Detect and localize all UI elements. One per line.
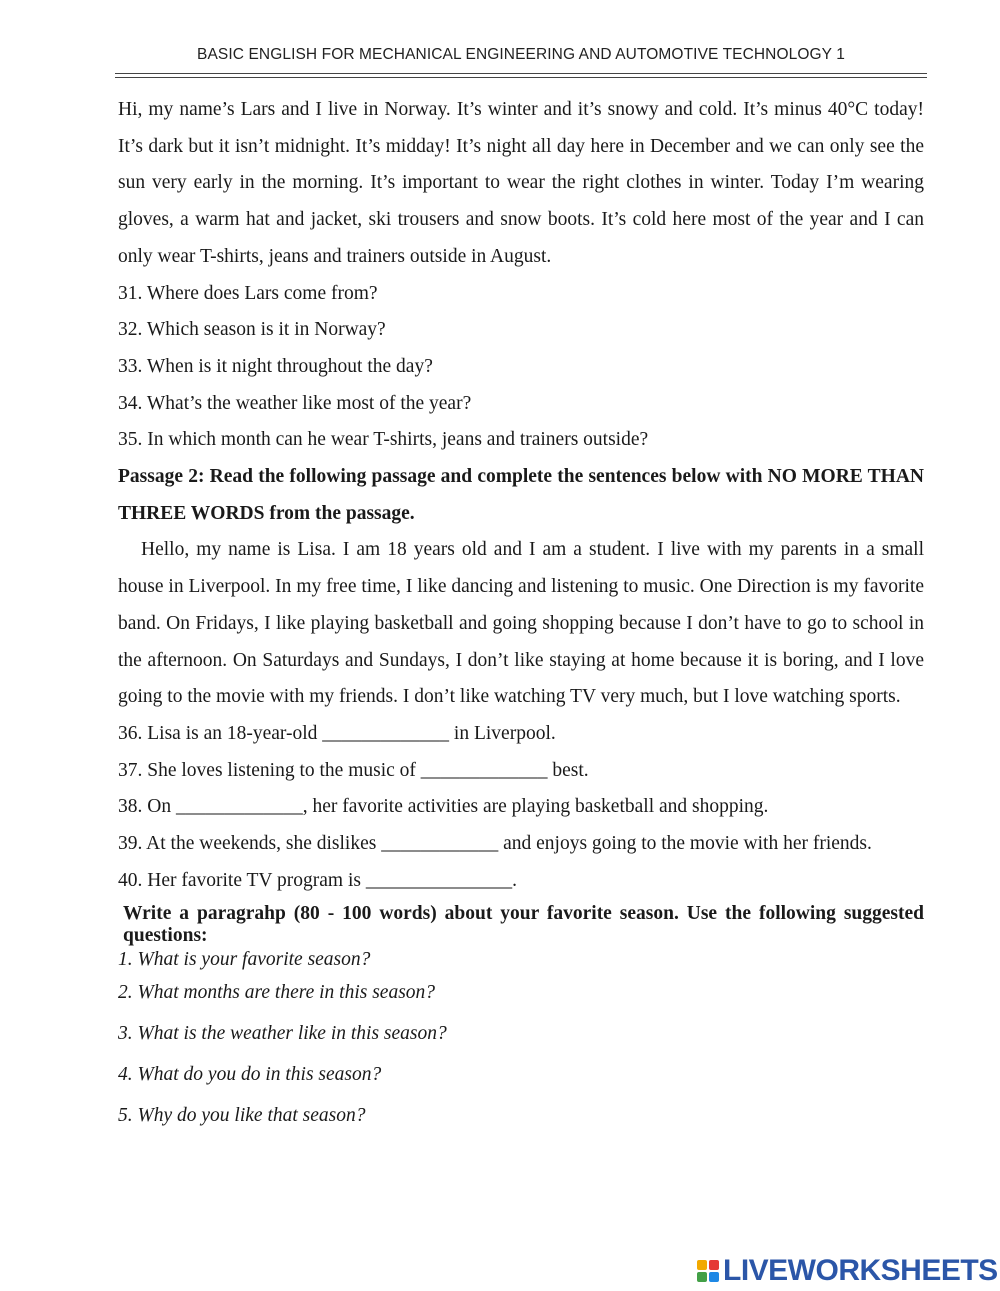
logo-square-3 [697, 1272, 707, 1282]
logo-square-4 [709, 1272, 719, 1282]
question-39: 39. At the weekends, she dislikes ____________ and enjoys going to the movie with her friends. [118, 833, 872, 855]
suggested-question-4: 4. What do you do in this season? [118, 1063, 382, 1085]
passage-2-text: Hello, my name is Lisa. I am 18 years old and I am a student. I live with my parents in a small house in Liverpool. In my free time, I like dancing and listening to music. One Direction is my favorite band. On Fridays, I like playing basketball and going shopping because I don’t have to go to school in the afternoon. On Saturdays and Sundays, I don’t like staying at home because it is boring, and I love going to the movie with my friends. I don’t like watching TV very much, but I love watching sports. [118, 539, 924, 708]
worksheet-content [118, 92, 924, 1136]
header-rule-top [115, 73, 927, 74]
page-header-title: BASIC ENGLISH FOR MECHANICAL ENGINEERING AND AUTOMOTIVE TECHNOLOGY 1 [197, 46, 845, 63]
question-31: 31. Where does Lars come from? [118, 282, 378, 304]
question-38: 38. On _____________, her favorite activities are playing basketball and shopping. [118, 796, 769, 818]
writing-instruction: Write a paragrahp (80 - 100 words) about your favorite season. Use the following suggested questions: [123, 903, 924, 947]
passage-2-instruction: Passage 2: Read the following passage and complete the sentences below with NO MORE THAN THREE WORDS from the passage. [118, 466, 924, 524]
liveworksheets-logo[interactable] [697, 1253, 998, 1289]
passage-1-text: Hi, my name’s Lars and I live in Norway. It’s winter and it’s snowy and cold. It’s minus 40°C today! It’s dark but it isn’t midnight. It’s midday! It’s night all day here in December and we can only see the sun very early in the morning. It’s important to wear the right clothes in winter. Today I’m wearing gloves, a warm hat and jacket, ski trousers and snow boots. It’s cold here most of the year and I can only wear T-shirts, jeans and trainers outside in August. [118, 99, 924, 267]
question-32: 32. Which season is it in Norway? [118, 319, 386, 341]
suggested-question-2: 2. What months are there in this season? [118, 982, 436, 1004]
header-rule-bottom [115, 77, 927, 78]
question-35: 35. In which month can he wear T-shirts, jeans and trainers outside? [118, 429, 649, 451]
question-34: 34. What’s the weather like most of the year? [118, 392, 472, 414]
logo-square-1 [697, 1260, 707, 1270]
question-33: 33. When is it night throughout the day? [118, 355, 433, 377]
liveworksheets-mark-icon [697, 1260, 719, 1282]
suggested-question-1: 1. What is your favorite season? [118, 949, 371, 971]
question-40: 40. Her favorite TV program is _______________. [118, 869, 517, 891]
suggested-question-5: 5. Why do you like that season? [118, 1104, 366, 1126]
suggested-question-3: 3. What is the weather like in this season? [118, 1023, 447, 1045]
liveworksheets-logo-text: LIVEWORKSHEETS [723, 1254, 998, 1287]
question-36: 36. Lisa is an 18-year-old _____________ in Liverpool. [118, 722, 556, 744]
question-37: 37. She loves listening to the music of _____________ best. [118, 759, 589, 781]
logo-square-2 [709, 1260, 719, 1270]
